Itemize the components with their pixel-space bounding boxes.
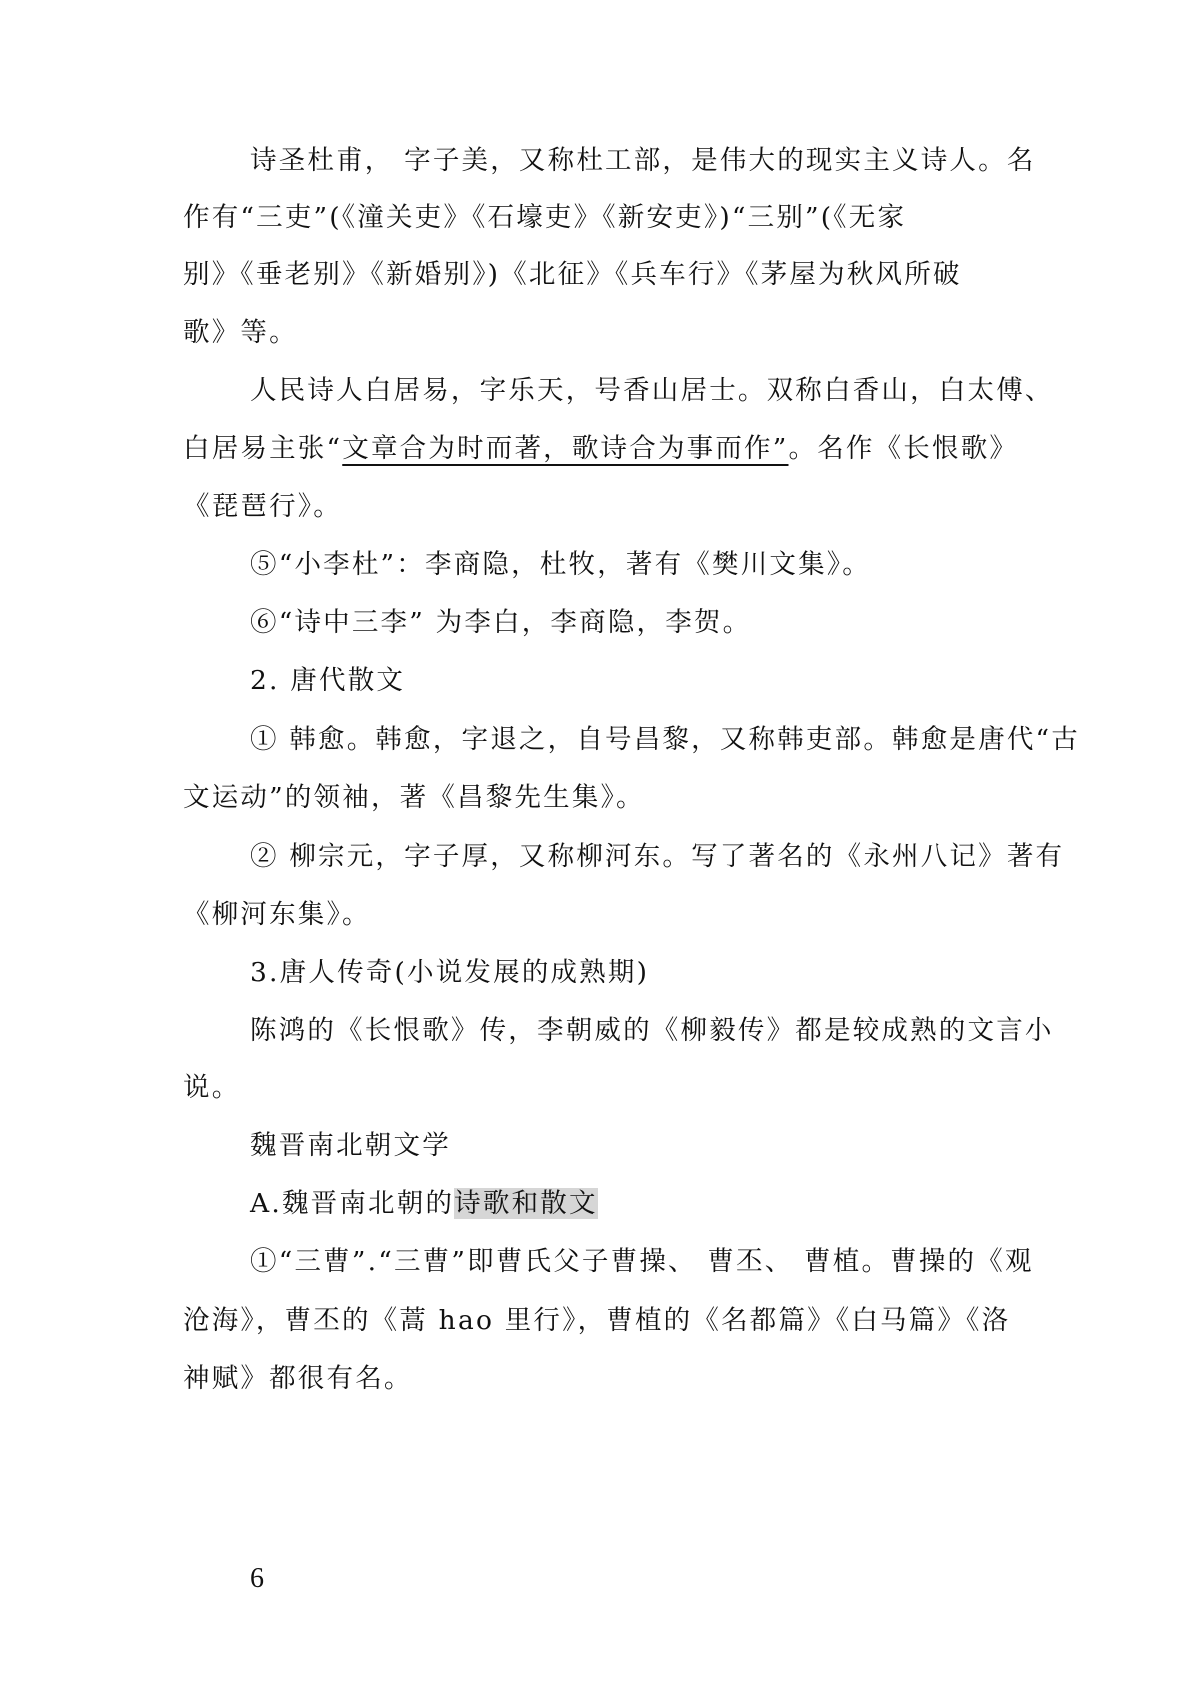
section-heading-3: 3.唐人传奇(小说发展的成熟期)	[250, 957, 650, 988]
paragraph-baijuyi-line: 《琵琶行》。	[183, 491, 342, 522]
section-heading-2: 2. 唐代散文	[250, 665, 406, 696]
page-number: 6	[250, 1563, 264, 1594]
list-item-6: ⑥“诗中三李” 为李白，李商隐，李贺。	[250, 607, 752, 638]
paragraph-sancao-line: ①“三曹”.“三曹”即曹氏父子曹操、 曹丕、 曹植。曹操的《观	[250, 1246, 1034, 1277]
paragraph-hanyu-line: ① 韩愈。韩愈，字退之，自号昌黎，又称韩吏部。韩愈是唐代“古	[250, 724, 1080, 755]
paragraph-sancao-line: 神赋》都很有名。	[183, 1363, 413, 1394]
baijuyi-text: 白居易主张“	[183, 433, 343, 464]
paragraph-dufu-line: 作有“三吏”(《潼关吏》《石壕吏》《新安吏》)“三别”(《无家	[183, 202, 907, 233]
paragraph-dufu-line: 别》《垂老别》《新婚别》)《北征》《兵车行》《茅屋为秋风所破	[183, 259, 962, 290]
paragraph-sancao-line: 沧海》，曹丕的《蒿 hao 里行》，曹植的《名都篇》《白马篇》《洛	[183, 1305, 1011, 1336]
section-title-weijin: 魏晋南北朝文学	[250, 1130, 451, 1161]
paragraph-baijuyi-line	[183, 432, 1018, 466]
paragraph-baijuyi-line: 人民诗人白居易，字乐天，号香山居士。双称白香山，白太傅、	[250, 375, 1054, 406]
paragraph-chuanqi-line: 说。	[183, 1072, 241, 1103]
paragraph-chuanqi-line: 陈鸿的《长恨歌》传，李朝威的《柳毅传》都是较成熟的文言小	[250, 1015, 1054, 1046]
baijuyi-text: 。名作《长恨歌》	[788, 433, 1019, 464]
paragraph-liuzongyuan-line: 《柳河东集》。	[183, 899, 371, 930]
underlined-quote: 文章合为时而著，歌诗合为事而作”	[342, 433, 789, 464]
list-item-5: ⑤“小李杜”：李商隐，杜牧，著有《樊川文集》。	[250, 549, 871, 580]
paragraph-liuzongyuan-line: ② 柳宗元，字子厚，又称柳河东。写了著名的《永州八记》著有	[250, 841, 1065, 872]
heading-text: A.魏晋南北朝的	[250, 1188, 455, 1219]
paragraph-hanyu-line: 文运动”的领袖，著《昌黎先生集》。	[183, 782, 645, 813]
paragraph-dufu-line: 诗圣杜甫， 字子美，又称杜工部，是伟大的现实主义诗人。名	[250, 145, 1036, 176]
section-heading-A	[250, 1187, 598, 1221]
paragraph-dufu-line: 歌》等。	[183, 317, 298, 348]
highlighted-text: 诗歌和散文	[454, 1188, 598, 1219]
